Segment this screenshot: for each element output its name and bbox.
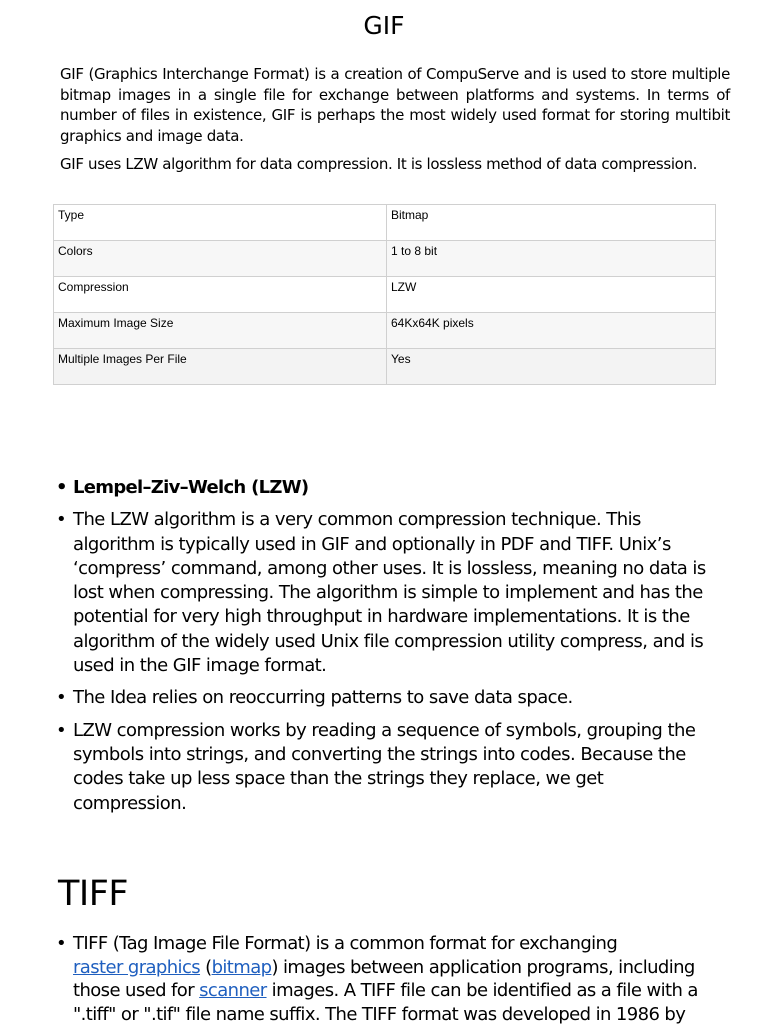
tiff-bullet-list — [56, 932, 716, 1024]
list-item-text: LZW compression works by reading a sequence of symbols, grouping the symbols into strings, and converting the strings into codes. Because the codes take up less space than the strings they replace, we get compression. — [73, 719, 696, 814]
gif-compression-paragraph: GIF uses LZW algorithm for data compression. It is lossless method of data compression. — [60, 155, 698, 173]
table-row — [54, 349, 716, 385]
tiff-text-4: images. A TIFF file can be identified as a file with a ".tiff" or ".tif" file name suffix. The TIFF format was developed in 1986 by — [73, 980, 698, 1024]
bullet-icon: • — [56, 509, 67, 531]
table-cell-label: Type — [54, 205, 387, 241]
table-row — [54, 241, 716, 277]
lzw-heading: Lempel–Ziv–Welch (LZW) — [73, 477, 309, 498]
table-cell-label: Maximum Image Size — [54, 313, 387, 349]
bitmap-link[interactable]: bitmap — [211, 956, 272, 978]
table-row — [54, 277, 716, 313]
tiff-text-2: ( — [200, 956, 212, 978]
table-row — [54, 313, 716, 349]
table-cell-value: Bitmap — [387, 205, 716, 241]
table-cell-value: 1 to 8 bit — [387, 241, 716, 277]
table-cell-label: Multiple Images Per File — [54, 349, 387, 385]
lzw-bullet-list — [56, 476, 716, 824]
table-cell-label: Compression — [54, 277, 387, 313]
table-cell-label: Colors — [54, 241, 387, 277]
list-item — [56, 932, 716, 1024]
list-item — [56, 719, 716, 816]
table-cell-value: Yes — [387, 349, 716, 385]
gif-spec-table — [53, 204, 716, 385]
table-cell-value: 64Kx64K pixels — [387, 313, 716, 349]
gif-heading: GIF — [363, 11, 405, 40]
gif-description-paragraph: GIF (Graphics Interchange Format) is a creation of CompuServe and is used to store multiple bitmap images in a single file for exchange between platforms and systems. In terms of number of files in existence, GIF is perhaps the most widely used format for storing multibit graphics and image data. — [60, 65, 730, 145]
tiff-text-3: ) images between application programs, including those used for — [73, 956, 695, 1001]
table-row — [54, 205, 716, 241]
raster-graphics-link[interactable]: raster graphics — [73, 956, 201, 978]
bullet-icon: • — [56, 933, 67, 954]
tiff-heading: TIFF — [58, 874, 128, 914]
bullet-icon: • — [56, 719, 67, 741]
list-item-text: The LZW algorithm is a very common compression technique. This algorithm is typically used in GIF and optionally in PDF and TIFF. Unix’s ‘compress’ command, among other uses. It is lossless, meaning no data is lost when compressing. The algorithm is simple to implement and has the potential for very high throughput in hardware implementations. It is the algorithm of the widely used Unix file compression utility compress, and is used in the GIF image format. — [73, 509, 706, 677]
bullet-icon: • — [56, 687, 67, 709]
tiff-text-1: TIFF (Tag Image File Format) is a common format for exchanging — [73, 933, 618, 954]
scanner-link[interactable]: scanner — [199, 980, 267, 1001]
list-item — [56, 508, 716, 678]
list-item-text: The Idea relies on reoccurring patterns to save data space. — [73, 687, 573, 709]
bullet-icon: • — [56, 477, 67, 498]
table-cell-value: LZW — [387, 277, 716, 313]
list-item — [56, 686, 716, 710]
list-item — [56, 476, 716, 500]
